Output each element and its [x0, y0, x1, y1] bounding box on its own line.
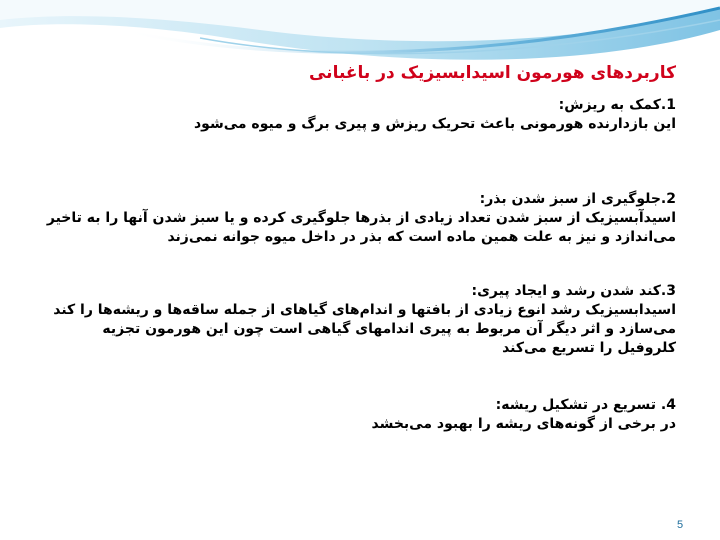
section-3 — [40, 282, 676, 358]
section-2-heading: 2.جلوگیری از سبز شدن بذر: — [479, 191, 676, 207]
slide-title: کاربردهای هورمون اسیدابسیزیک در باغبانی — [308, 63, 676, 83]
slide-content — [40, 62, 676, 434]
section-2 — [40, 190, 676, 247]
page-number: 5 — [677, 519, 684, 531]
section-3-body: اسیدابسیزیک رشد انوع زیادی از بافتها و اندام‌های گیاهای از جمله ساقه‌ها و ریشه‌ها را کند می‌سازد و اثر دیگر آن مربوط به پیری اندامهای گیاهی است چون این هورمون تجزیه کلروفیل را تسریع می‌کند — [53, 302, 676, 356]
section-2-body: اسیدآبسیزیک از سبز شدن تعداد زیادی از بذرها جلوگیری کرده و یا سبز شدن آنها را به تاخیر می‌اندازد و نیز به علت همین ماده است که بذر در داخل میوه جوانه نمی‌زند — [46, 210, 676, 245]
section-4-body: در برخی از گونه‌های ریشه را بهبود می‌بخشد — [371, 416, 676, 432]
section-3-heading: 3.کند شدن رشد و ایجاد پیری: — [471, 283, 676, 299]
section-1-body: این بازدارنده هورمونی باعث تحریک ریزش و پیری برگ و میوه می‌شود — [194, 116, 676, 132]
section-4-heading: 4. تسریع در تشکیل ریشه: — [495, 397, 676, 413]
section-4 — [40, 396, 676, 434]
section-1-heading: 1.کمک به ریزش: — [558, 97, 676, 113]
section-1 — [40, 96, 676, 134]
